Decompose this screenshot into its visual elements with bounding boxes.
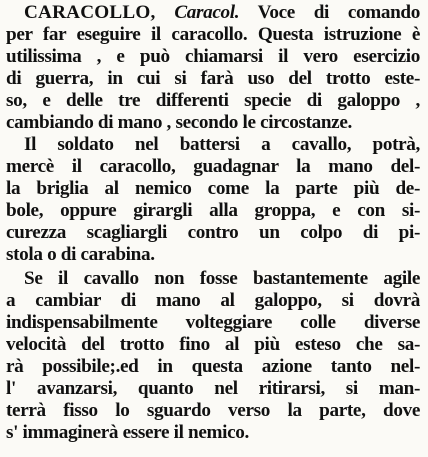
text-line-4: di guerra, in cui si farà uso del trotto este- bbox=[6, 68, 420, 89]
text-line-7 bbox=[6, 134, 420, 156]
text-line-5: so, e delle tre differenti specie di galoppo , bbox=[6, 90, 420, 111]
text-line-2: per far eseguire il caracollo. Questa istruzione è bbox=[6, 24, 420, 45]
text-line-15: indispensabilmente volteggiare colle diverse bbox=[6, 312, 420, 333]
text-line-1-rest: Voce di comando bbox=[257, 2, 420, 23]
text-line-6: cambiando di mano , secondo le circostanze. bbox=[6, 112, 352, 133]
text-line-9: la briglia al nemico come la parte più de- bbox=[6, 178, 420, 199]
text-line-1 bbox=[6, 2, 420, 24]
headword-french: Caracol. bbox=[174, 2, 240, 23]
text-line-12: stola o di carabina. bbox=[6, 244, 155, 265]
text-line-10: bole, oppure girargli alla groppa, e con si- bbox=[6, 200, 420, 221]
text-line-8: mercè il caracollo, guadagnar la mano del- bbox=[6, 156, 420, 177]
text-line-11: curezza scagliargli contro un colpo di pi- bbox=[6, 222, 420, 243]
text-line-20: s' immaginerà essere il nemico. bbox=[6, 422, 249, 443]
text-line-18: l' avanzarsi, quanto nel ritirarsi, si man- bbox=[6, 378, 420, 399]
text-line-19: terrà fisso lo sguardo verso la parte, dove bbox=[6, 400, 420, 421]
headword: CARACOLLO, bbox=[24, 2, 156, 23]
text-line-13-text: Se il cavallo non fosse bastantemente agile bbox=[24, 268, 420, 289]
text-line-14: a cambiar di mano al galoppo, si dovrà bbox=[6, 290, 420, 311]
text-line-16: velocità del trotto fino al più esteso che sa- bbox=[6, 334, 420, 355]
text-line-17: rà possibile;.ed in questa azione tanto nel- bbox=[6, 356, 420, 377]
text-line-7-text: Il soldato nel battersi a cavallo, potrà, bbox=[24, 134, 420, 155]
text-line-13 bbox=[6, 268, 420, 290]
text-line-3: utilissima , e può chiamarsi il vero esercizio bbox=[6, 46, 420, 67]
